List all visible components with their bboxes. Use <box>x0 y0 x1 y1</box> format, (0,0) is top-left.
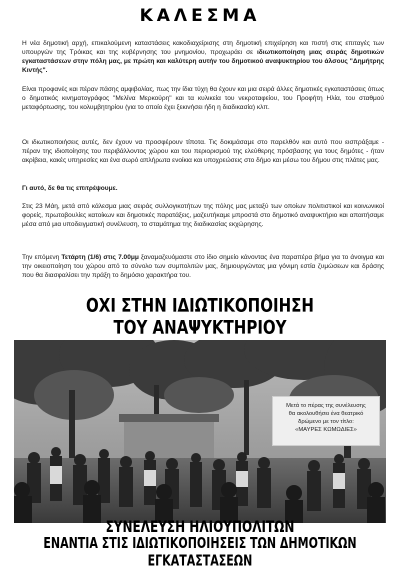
paragraph-other-facilities <box>22 86 384 113</box>
privatizations-text: Οι ιδιωτικοποιήσεις αυτές, δεν έχουν να προσφέρουν τίποτα. Τις δοκιμάσαμε στο παρελθόν και αυτό που εισπράξαμε - πέραν της ιδιοποίησης του περιβάλλοντος χώρου και του περιορισμού της ελεύθερης πρόσβασης για τους δημότες - ήταν ακρίβεια, κακές υπηρεσίες και ένα σωρό απλήρωτα ενοίκια και υποχρεώσεις στο δήμο και μέσω του δήμου στις πλάτες μας. <box>22 139 384 164</box>
assembly-text: Στις 23 Μάη, μετά από κάλεσμα μιας σειράς συλλογικοτήτων της πόλης μας μεταξύ των οποίων πολιτιστικοί και κοινωνικοί φορείς, πρωτοβουλίες κατοίκων και δημοτικές παρατάξεις, μαζευτήκαμε μπροστά στο δημοτικό αναψυκτήριο και απαιτήσαμε μέσα από μια υποδειγματική συνέλευση, το σταμάτημα της διαδικασίας εκχώρησης. <box>22 203 384 228</box>
paragraph-privatizations <box>22 139 384 166</box>
paragraph-refusal <box>22 185 384 194</box>
flyer-title: ΚΑΛΕΣΜΑ <box>139 6 261 26</box>
caption-line-2: θα ακολουθήσει ένα θεατρικό <box>288 411 364 417</box>
headline-refreshment-stand: ΤΟΥ ΑΝΑΨΥΚΤΗΡΙΟΥ <box>113 315 287 339</box>
paragraph-next-meeting <box>22 254 384 281</box>
caption-line-1: Μετά το πέρας της συνέλευσης <box>286 403 366 409</box>
theater-caption <box>272 396 380 446</box>
paragraph-intro <box>22 40 384 76</box>
intro-bold-text: ιδιωτικοποίηση μιας σειράς δημοτικών εγκαταστάσεων στην πόλη μας, με πρώτη και καλύτερη αυτήν του δημοτικού αναψυκτηρίου του άλσους "Δημήτρης Κιντής" <box>22 48 384 74</box>
footer-slogan: ΕΝΑΝΤΙΑ ΣΤΙΣ ΙΔΙΩΤΙΚΟΠΟΙΗΣΕΙΣ ΤΩΝ ΔΗΜΟΤΙΚΩΝ ΕΓΚΑΤΑΣΤΑΣΕΩΝ <box>43 534 357 570</box>
paragraph-assembly <box>22 203 384 230</box>
headline-no-privatization: ΟΧΙ ΣΤΗΝ ΙΔΙΩΤΙΚΟΠΟΙΗΣΗ <box>86 293 314 317</box>
next-meeting-date: Τετάρτη (1/6) στις 7.00μμ <box>61 254 139 261</box>
caption-play-title: «ΜΑΥΡΕΣ ΚΩΜΩΔΙΕΣ» <box>295 427 357 433</box>
other-facilities-text: Είναι προφανές και πέραν πάσης αμφιβολίας, πως την ίδια τύχη θα έχουν και μια σειρά άλλες δημοτικές εγκαταστάσεις όπως ο δημοτικός κινηματογράφος "Μελίνα Μερκούρη" και τα κυλικεία του νεκροταφείου, του Προφήτη Ηλία, του σταθμού μεταφόρτωσης, του κολυμβητηρίου (για το οποίο έχει ξεκινήσει ήδη η διαδικασία) κλπ. <box>22 86 384 111</box>
intro-text: Η νέα δημοτική αρχή, επικαλούμενη καταστάσεις κακοδιαχείρισης στη δημοτική επιχείρηση και πιστή στις επιταγές των υπουργών της Τρόικας και της κυβέρνησης του μνημονίου, προχωράει σε <box>22 40 384 56</box>
footer-assembly-name: ΣΥΝΕΛΕΥΣΗ ΗΛΙΟΥΠΟΛΙΤΩΝ <box>105 517 295 537</box>
next-meeting-rest: ξαναμαζευόμαστε στο ίδιο σημείο κάνοντας ένα παραπέρα βήμα για το άνοιγμα και την οικειοποίηση του χώρου από το σύνολο των συμπολιτών μας, δημιουργώντας μια γόνιμη εστία ζυμώσεων και δράσης που θα διασφαλίσει την πράξη το δημόσιο χαρακτήρα του. <box>22 254 384 279</box>
caption-line-3: δρώμενο με τον τίτλο: <box>298 419 354 425</box>
next-meeting-start: Την επόμενη <box>22 254 62 261</box>
intro-end: . <box>45 66 48 74</box>
refusal-text: Γι αυτό, δε θα τις επιτρέψουμε. <box>22 185 118 192</box>
